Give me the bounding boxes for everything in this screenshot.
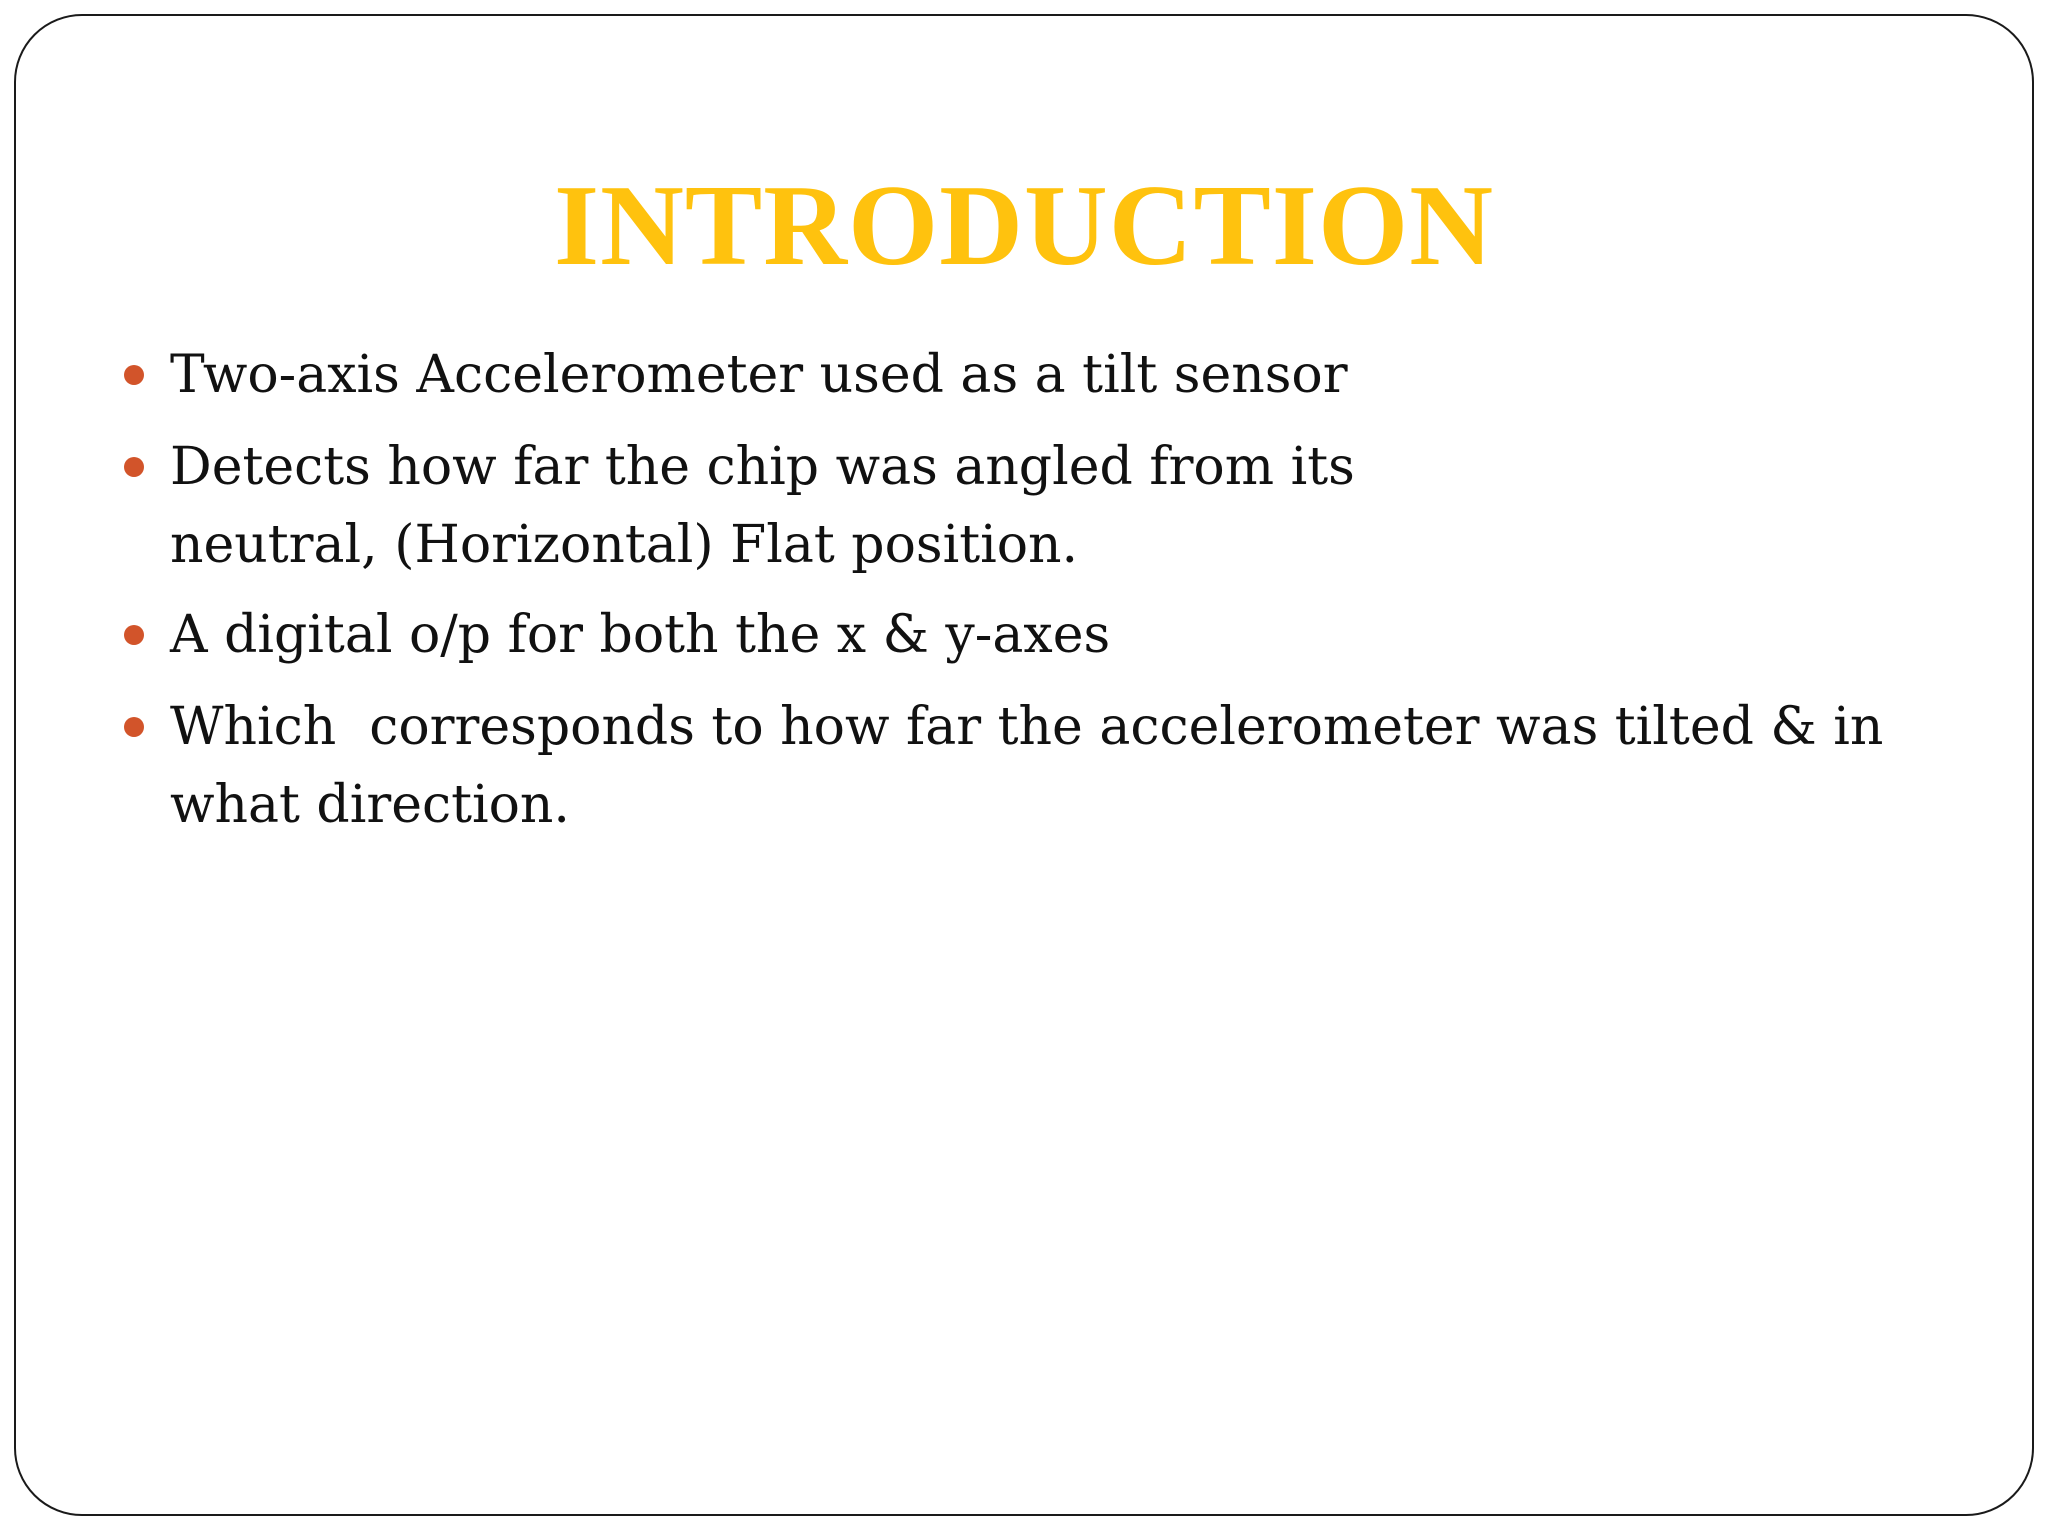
bullet-dot-icon bbox=[124, 717, 144, 737]
slide-title: INTRODUCTION bbox=[553, 162, 1495, 290]
bullet-text: Two-axis Accelerometer used as a tilt sensor bbox=[170, 345, 1348, 405]
bullet-text: Detects how far the chip was angled from its neutral, (Horizontal) Flat position. bbox=[170, 437, 1355, 575]
bullet-dot-icon bbox=[124, 365, 144, 385]
bullet-text: A digital o/p for both the x & y-axes bbox=[170, 605, 1111, 665]
bullet-text: Which corresponds to how far the accelerometer was tilted & in what direction. bbox=[170, 697, 1884, 835]
bullet-dot-icon bbox=[124, 457, 144, 477]
bullet-dot-icon bbox=[124, 625, 144, 645]
slide bbox=[14, 14, 2034, 1516]
